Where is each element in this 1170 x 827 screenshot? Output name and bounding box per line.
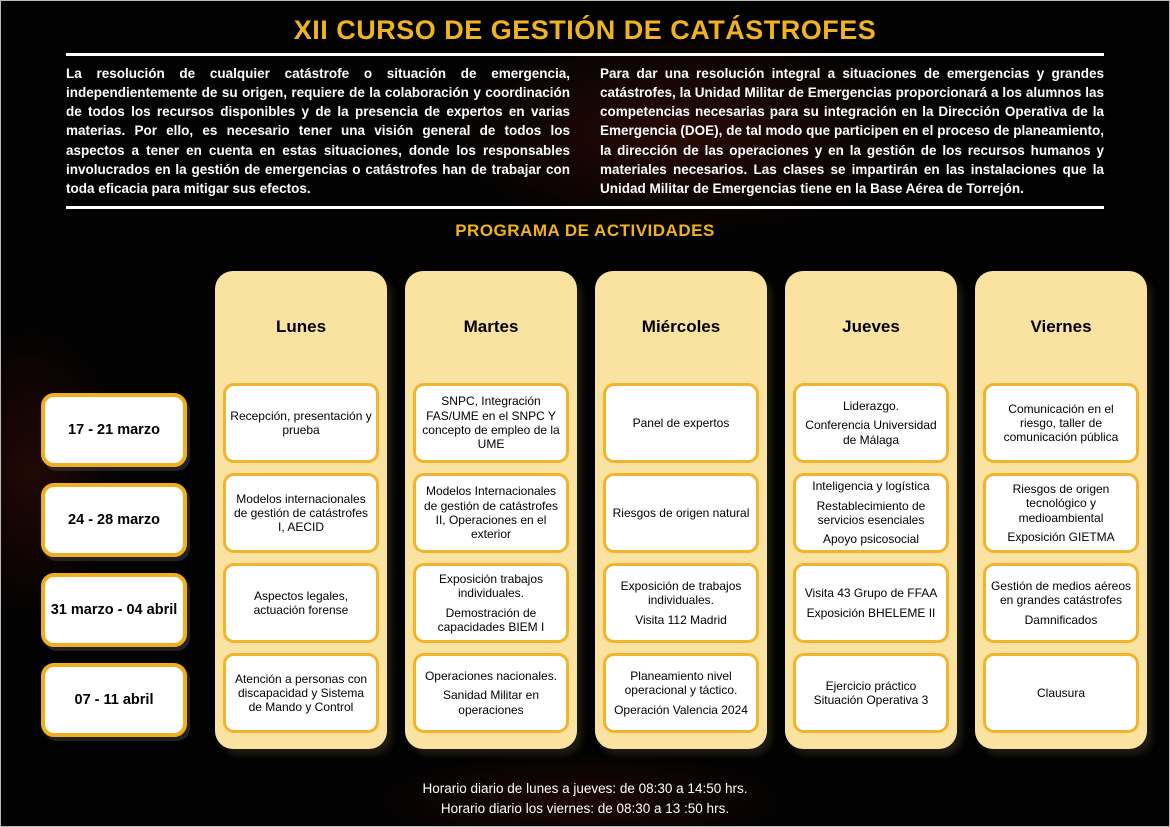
cell-text: Conferencia Universidad de Málaga	[805, 418, 937, 447]
cell-text: Apoyo psicosocial	[822, 532, 920, 547]
cell-text: Exposición trabajos individuales.	[438, 571, 544, 601]
schedule-cell	[413, 563, 569, 643]
cell-text: SNPC, Integración FAS/UME en el SNPC Y concepto de empleo de la UME	[422, 394, 560, 452]
cell-text: Exposición de trabajos individuales.	[620, 579, 742, 608]
schedule-cell	[983, 563, 1139, 643]
cell-text: Ejercicio práctico Situación Operativa 3	[813, 678, 929, 708]
schedule-cell	[793, 653, 949, 733]
intro-paragraph-right: Para dar una resolución integral a situaciones de emergencias y grandes catástrofes, la Unidad Militar de Emergencias proporcionará a los alumnos las competencias necesarias para su integración en la Dirección Operativa de la Emergencia (DOE), de tal modo que participen en el proceso de planeamiento, la dirección de las operaciones y en la gestión de los recursos humanos y materiales necesarios. Las clases se impartirán en las instalaciones que la Unidad Militar de Emergencias tiene en la Base Aérea de Torrejón.	[600, 66, 1104, 196]
cell-text: Sanidad Militar en operaciones	[442, 688, 540, 717]
cell-text: Exposición BHELEME II	[806, 605, 936, 620]
cell-text: Damnificados	[1024, 612, 1098, 627]
day-header: Viernes	[1030, 317, 1092, 337]
cell-text: Clausura	[1036, 685, 1086, 700]
cell-text: Demostración de capacidades BIEM I	[437, 605, 545, 634]
schedule-cell	[983, 473, 1139, 553]
cell-text: Operación Valencia 2024	[614, 702, 748, 717]
cell-text: Restablecimiento de servicios esenciales	[816, 498, 926, 528]
divider-top	[66, 53, 1104, 56]
cell-text: Modelos Internacionales de gestión de catástrofes II, Operaciones en el exterior	[423, 484, 559, 542]
schedule-cell	[603, 383, 759, 463]
cell-text: Visita 43 Grupo de FFAA	[804, 586, 938, 601]
cell-text: Planeamiento nivel operacional y táctico.	[624, 669, 738, 698]
section-heading: PROGRAMA DE ACTIVIDADES	[455, 221, 715, 241]
schedule-board	[41, 271, 1169, 749]
week-date-box: 31 marzo - 04 abril	[41, 573, 187, 647]
cell-text: Comunicación en el riesgo, taller de comunicación pública	[1003, 401, 1119, 445]
cell-text: Visita 112 Madrid	[635, 612, 727, 627]
schedule-cell	[603, 473, 759, 553]
cell-text: Exposición GIETMA	[1007, 529, 1115, 544]
day-header: Jueves	[842, 317, 900, 337]
day-columns	[215, 271, 1147, 749]
cell-text: Liderazgo.	[842, 399, 900, 413]
page-title: XII CURSO DE GESTIÓN DE CATÁSTROFES	[293, 15, 877, 45]
schedule-cell	[603, 563, 759, 643]
schedule-cell	[793, 383, 949, 463]
schedule-cell	[223, 473, 379, 553]
day-column-martes	[405, 271, 577, 749]
cell-text: Panel de expertos	[632, 415, 730, 430]
schedule-cell	[413, 473, 569, 553]
schedule-cell	[793, 563, 949, 643]
cell-text: Inteligencia y logística	[812, 479, 930, 494]
day-column-jueves	[785, 271, 957, 749]
schedule-cell	[223, 563, 379, 643]
schedule-cell	[983, 653, 1139, 733]
day-header: Lunes	[275, 317, 327, 337]
schedule-hours	[1, 779, 1169, 820]
intro-paragraph-left: La resolución de cualquier catástrofe o situación de emergencia, independientemente de su origen, requiere de la colaboración y coordinación de todos los recursos disponibles y de la presencia de expertos en varias materias. Por ello, es necesario tener una visión general de todos los aspectos a tener en cuenta en estas situaciones, donde los responsables involucrados en la gestión de emergencias o catástrofes han de trabajar con toda eficacia para mitigar sus efectos.	[66, 66, 570, 196]
schedule-cell	[223, 383, 379, 463]
cell-text: Operaciones nacionales.	[424, 669, 558, 683]
schedule-cell	[603, 653, 759, 733]
day-column-viernes	[975, 271, 1147, 749]
week-date-box: 07 - 11 abril	[41, 663, 187, 737]
week-date-box: 24 - 28 marzo	[41, 483, 187, 557]
cell-text: Riesgos de origen natural	[612, 505, 750, 520]
week-date-rail	[41, 393, 187, 737]
day-column-miercoles	[595, 271, 767, 749]
day-column-lunes	[215, 271, 387, 749]
hours-weekdays: Horario diario de lunes a jueves: de 08:30 a 14:50 hrs.	[422, 781, 748, 797]
cell-text: Recepción, presentación y prueba	[230, 408, 372, 438]
cell-text: Modelos internacionales de gestión de catástrofes I, AECID	[233, 491, 369, 535]
cell-text: Riesgos de origen tecnológico y medioambiental	[1012, 481, 1110, 525]
schedule-cell	[413, 653, 569, 733]
day-header: Miércoles	[641, 317, 721, 337]
cell-text: Aspectos legales, actuación forense	[253, 588, 349, 618]
schedule-cell	[793, 473, 949, 553]
cell-text: Gestión de medios aéreos en grandes catástrofes	[990, 579, 1132, 608]
hours-friday: Horario diario los viernes: de 08:30 a 13 :50 hrs.	[440, 801, 730, 817]
divider-middle	[66, 206, 1104, 209]
schedule-cell	[983, 383, 1139, 463]
schedule-cell	[223, 653, 379, 733]
intro-section	[66, 64, 1104, 198]
day-header: Martes	[463, 317, 519, 337]
schedule-cell	[413, 383, 569, 463]
cell-text: Atención a personas con discapacidad y Sistema de Mando y Control	[234, 671, 368, 715]
week-date-box: 17 - 21 marzo	[41, 393, 187, 467]
